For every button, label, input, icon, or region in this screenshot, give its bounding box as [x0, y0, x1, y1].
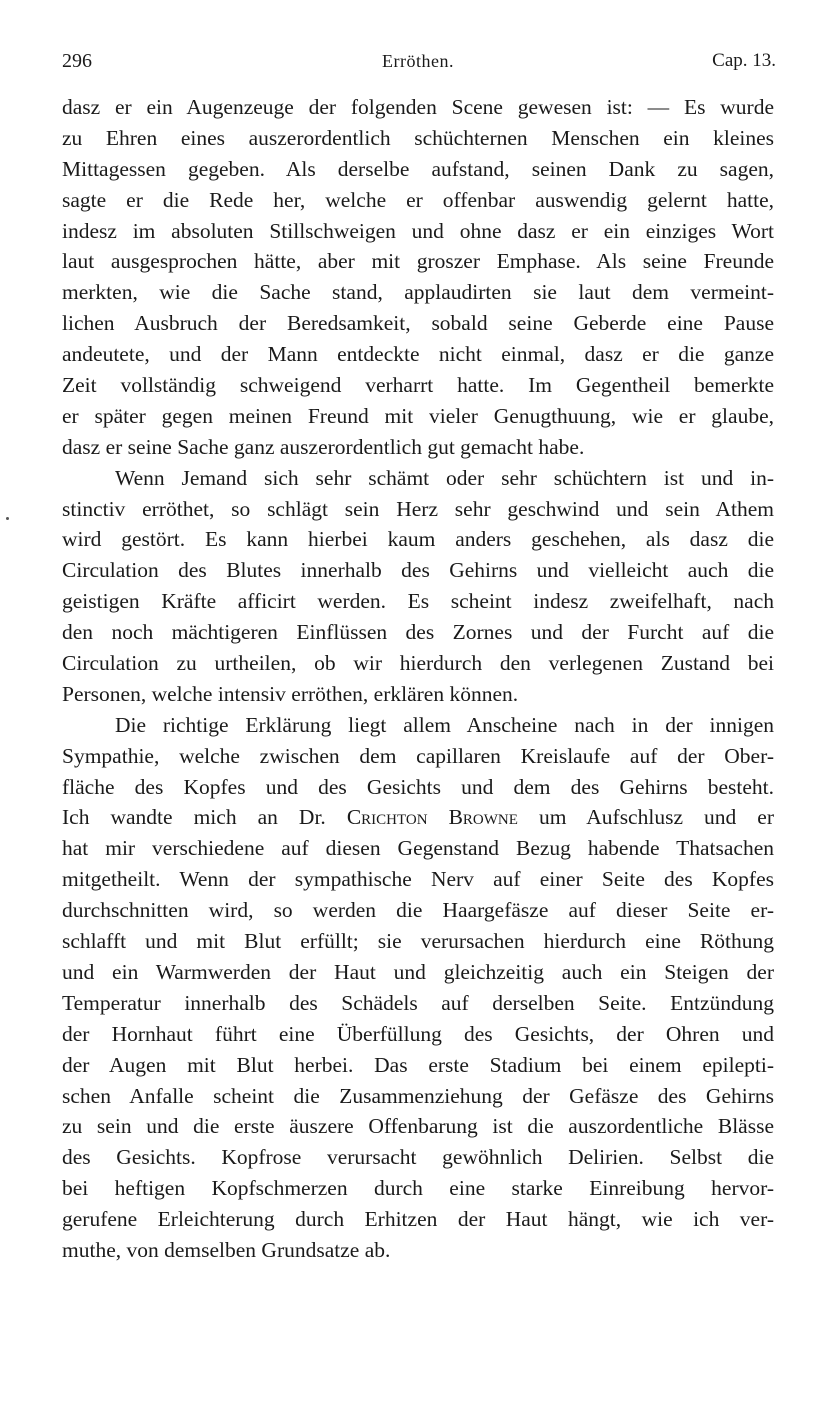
text-line: wird gestört. Es kann hierbei kaum anders geschehen, als dasz die	[62, 527, 774, 552]
page-number: 296	[62, 50, 92, 72]
text-line: Sympathie, welche zwischen dem capillaren Kreislaufe auf der Ober-	[62, 743, 774, 768]
text-line-with-name	[62, 802, 774, 833]
text-line: lichen Ausbruch der Beredsamkeit, sobald seine Geberde eine Pause	[62, 311, 774, 336]
text-line: bei heftigen Kopfschmerzen durch eine starke Einreibung hervor-	[62, 1176, 774, 1201]
paragraph-1	[62, 92, 774, 463]
text-line: durchschnitten wird, so werden die Haargefäsze auf dieser Seite er-	[62, 898, 774, 923]
text-line: fläche des Kopfes und des Gesichts und dem des Gehirns besteht.	[62, 774, 774, 799]
text-line: er später gegen meinen Freund mit vieler Genugthuung, wie er glaube,	[62, 403, 774, 428]
text-line: der Hornhaut führt eine Überfüllung des Gesichts, der Ohren und	[62, 1021, 774, 1046]
stray-print-mark	[6, 517, 9, 520]
text-line: des Gesichts. Kopfrose verursacht gewöhnlich Delirien. Selbst die	[62, 1145, 774, 1170]
text-line: zu sein und die erste äuszere Offenbarung ist die auszordentliche Blässe	[62, 1114, 774, 1139]
book-page	[62, 46, 774, 1266]
text-line: geistigen Kräfte afficirt werden. Es scheint indesz zweifelhaft, nach	[62, 589, 774, 614]
text-line: andeutete, und der Mann entdeckte nicht einmal, dasz er die ganze	[62, 342, 774, 367]
text-line: dasz er seine Sache ganz auszerordentlich gut gemacht habe.	[62, 434, 585, 459]
text-line: Mittagessen gegeben. Als derselbe aufstand, seinen Dank zu sagen,	[62, 156, 774, 181]
text-line: Temperatur innerhalb des Schädels auf derselben Seite. Entzündung	[62, 990, 774, 1015]
text-line: den noch mächtigeren Einflüssen des Zornes und der Furcht auf die	[62, 620, 774, 645]
text-line: merkten, wie die Sache stand, applaudirten sie laut dem vermeint-	[62, 280, 774, 305]
text-line: dasz er ein Augenzeuge der folgenden Scene gewesen ist: — Es wurde	[62, 95, 774, 119]
text-line: Zeit vollständig schweigend verharrt hatte. Im Gegentheil bemerkte	[62, 373, 774, 398]
text-line: und ein Warmwerden der Haut und gleichzeitig auch ein Steigen der	[62, 959, 774, 984]
text-line: zu Ehren eines auszerordentlich schüchternen Menschen ein kleines	[62, 125, 774, 150]
text-line: Circulation des Blutes innerhalb des Gehirns und vielleicht auch die	[62, 558, 774, 583]
paragraph-2	[62, 463, 774, 710]
text-line: schlafft und mit Blut erfüllt; sie verursachen hierdurch eine Röthung	[62, 929, 774, 954]
text-line: hat mir verschiedene auf diesen Gegenstand Bezug habende Thatsachen	[62, 836, 774, 861]
text-line: Circulation zu urtheilen, ob wir hierdurch den verlegenen Zustand bei	[62, 651, 774, 676]
text-line: stinctiv erröthet, so schlägt sein Herz sehr geschwind und sein Athem	[62, 496, 774, 521]
text-line: Wenn Jemand sich sehr schämt oder sehr schüchtern ist und in-	[115, 465, 774, 490]
text-line: schen Anfalle scheint die Zusammenziehung der Gefäsze des Gehirns	[62, 1083, 774, 1108]
chapter-label: Cap. 13.	[712, 50, 776, 71]
text-line: muthe, von demselben Grundsatze ab.	[62, 1237, 391, 1262]
text-line: Personen, welche intensiv erröthen, erklären können.	[62, 681, 519, 706]
text-line: mitgetheilt. Wenn der sympathische Nerv auf einer Seite des Kopfes	[62, 867, 774, 892]
text-line: sagte er die Rede her, welche er offenbar auswendig gelernt hatte,	[62, 187, 774, 212]
body-text	[62, 92, 774, 1266]
paragraph-3	[62, 710, 774, 1266]
text-line: gerufene Erleichterung durch Erhitzen der Haut hängt, wie ich ver-	[62, 1207, 774, 1232]
line-segment: um Aufschlusz und er	[517, 805, 774, 830]
text-line: indesz im absoluten Stillschweigen und ohne dasz er ein einziges Wort	[62, 218, 774, 243]
text-line: laut ausgesprochen hätte, aber mit groszer Emphase. Als seine Freunde	[62, 249, 774, 274]
line-segment: Ich wandte mich an Dr.	[62, 805, 347, 830]
text-line: der Augen mit Blut herbei. Das erste Stadium bei einem epilepti-	[62, 1052, 774, 1077]
text-line: Die richtige Erklärung liegt allem Anscheine nach in der innigen	[115, 712, 774, 737]
running-title: Erröthen.	[382, 51, 454, 71]
person-name: Crichton Browne	[346, 805, 518, 830]
running-header	[62, 46, 774, 76]
